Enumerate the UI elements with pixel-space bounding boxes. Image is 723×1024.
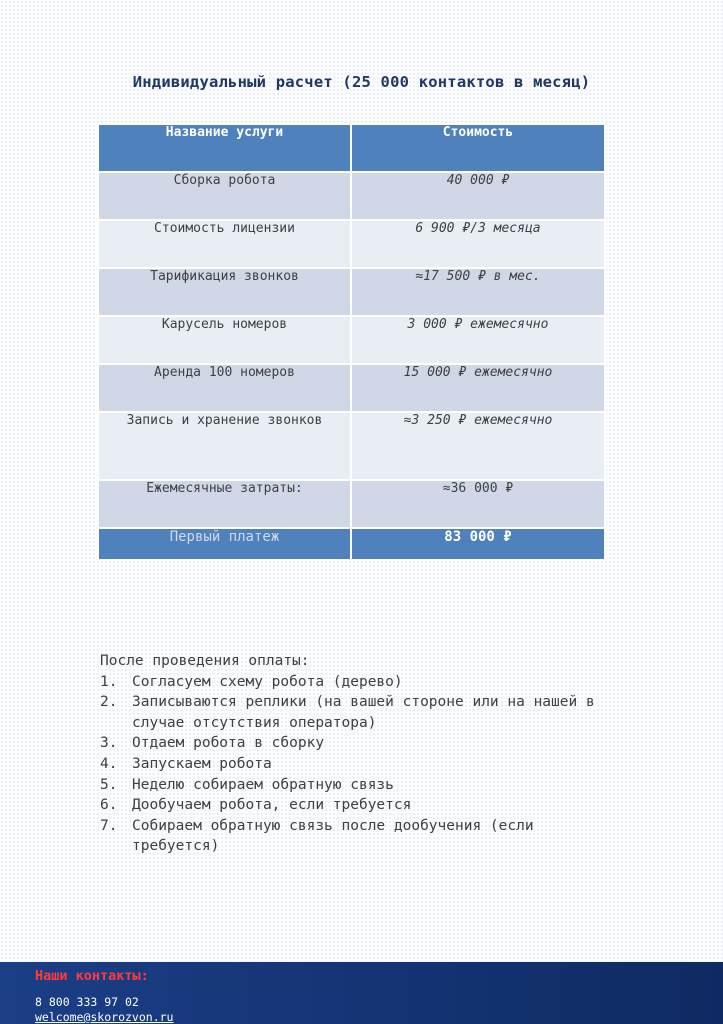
service-cost: 15 000 ₽ ежемесячно	[351, 364, 605, 412]
table-row	[98, 412, 605, 480]
service-cost: ≈3 250 ₽ ежемесячно	[351, 412, 605, 480]
service-name: Аренда 100 номеров	[98, 364, 351, 412]
step-text: Записываются реплики (на вашей стороне или на нашей в случае отсутствия оператора)	[132, 694, 595, 731]
monthly-total-value: ≈36 000 ₽	[351, 480, 605, 528]
header-service: Название услуги	[98, 124, 351, 172]
monthly-total-label: Ежемесячные затраты:	[98, 480, 351, 528]
list-item	[100, 795, 620, 816]
list-item	[100, 816, 620, 857]
step-text: Дообучаем робота, если требуется	[132, 797, 412, 814]
table-row	[98, 268, 605, 316]
list-item	[100, 775, 620, 796]
step-text: Собираем обратную связь после дообучения (если требуется)	[132, 817, 534, 855]
contacts-footer	[0, 962, 723, 1024]
service-name: Тарификация звонков	[98, 268, 351, 316]
table-row	[98, 364, 605, 412]
after-payment-steps	[100, 651, 620, 857]
contacts-title: Наши контакты:	[35, 968, 149, 984]
step-number: 2.	[100, 694, 118, 711]
service-cost: 6 900 ₽/3 месяца	[351, 220, 605, 268]
step-text: Запускаем робота	[132, 755, 272, 772]
contact-email-link[interactable]: welcome@skorozvon.ru	[35, 1010, 174, 1024]
table-header-row	[98, 124, 605, 172]
service-name: Карусель номеров	[98, 316, 351, 364]
step-number: 1.	[100, 673, 118, 690]
step-text: Согласуем схему робота (дерево)	[132, 673, 403, 690]
first-payment-label: Первый платеж	[98, 528, 351, 560]
list-item	[100, 754, 620, 775]
list-item	[100, 672, 620, 693]
header-cost: Стоимость	[351, 124, 605, 172]
service-name: Стоимость лицензии	[98, 220, 351, 268]
list-item	[100, 733, 620, 754]
table-row	[98, 220, 605, 268]
step-text: Неделю собираем обратную связь	[132, 776, 394, 793]
service-cost: 40 000 ₽	[351, 172, 605, 220]
steps-intro: После проведения оплаты:	[100, 653, 310, 669]
monthly-total-row	[98, 480, 605, 528]
steps-list	[100, 672, 620, 857]
table-row	[98, 172, 605, 220]
step-number: 7.	[100, 817, 118, 834]
service-cost: ≈17 500 ₽ в мес.	[351, 268, 605, 316]
service-cost: 3 000 ₽ ежемесячно	[351, 316, 605, 364]
service-name: Сборка робота	[98, 172, 351, 220]
step-number: 3.	[100, 735, 118, 752]
service-name: Запись и хранение звонков	[98, 412, 351, 480]
step-number: 6.	[100, 797, 118, 814]
table-row	[98, 316, 605, 364]
list-item	[100, 692, 620, 733]
contact-phone[interactable]: 8 800 333 97 02	[35, 995, 139, 1009]
step-text: Отдаем робота в сборку	[132, 735, 325, 752]
pricing-table	[97, 123, 606, 561]
first-payment-row	[98, 528, 605, 560]
step-number: 5.	[100, 776, 118, 793]
page-title: Индивидуальный расчет (25 000 контактов в месяц)	[132, 73, 591, 91]
step-number: 4.	[100, 755, 118, 772]
first-payment-amount: 83 000 ₽	[351, 528, 605, 560]
